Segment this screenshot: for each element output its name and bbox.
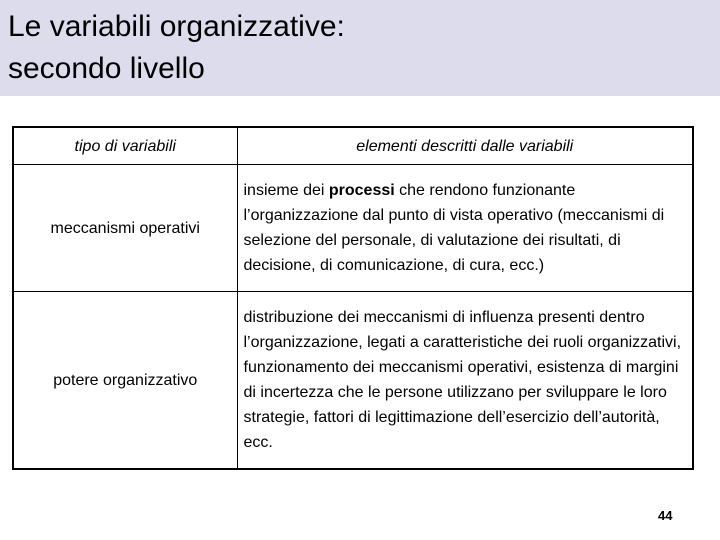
row-label-potere-organizzativo: potere organizzativo: [13, 292, 237, 470]
header-variable-type: [13, 127, 237, 165]
row-label-meccanismi-operativi: meccanismi operativi: [13, 165, 237, 292]
table-header-row: [13, 127, 693, 165]
page-number: 44: [658, 508, 673, 523]
desc-bold-term: processi: [328, 182, 395, 199]
desc-text-end: che rendono funzionante l’organizzazione dal punto di vista operativo (meccanismi di selezione del personale, di valutazione dei risultati, di decisione, di comunicazione, di cura, ecc.): [243, 182, 665, 274]
row-desc-potere-organizzativo: distribuzione dei meccanismi di influenza presenti dentro l’organizzazione, legati a caratteristiche dei ruoli organizzativi, funzionamento dei meccanismi operativi, esistenza di margini di incertezza che le persone utilizzano per sviluppare le loro strategie, fattori di legittimazione dell’esercizio dell’autorità, ecc.: [237, 292, 693, 470]
title-band: [0, 0, 720, 96]
header-variable-type-label: tipo di variabili: [74, 137, 176, 155]
header-elements-described-label: elementi descritti dalle variabili: [356, 137, 574, 155]
slide-title: Le variabili organizzative: secondo livello: [8, 10, 345, 85]
table-row: [13, 292, 693, 470]
desc-text-start: insieme dei: [243, 182, 329, 199]
header-elements-described: [237, 127, 693, 165]
table-row: [13, 165, 693, 292]
row-desc-meccanismi-operativi: [237, 165, 693, 292]
variables-table: [12, 126, 694, 470]
